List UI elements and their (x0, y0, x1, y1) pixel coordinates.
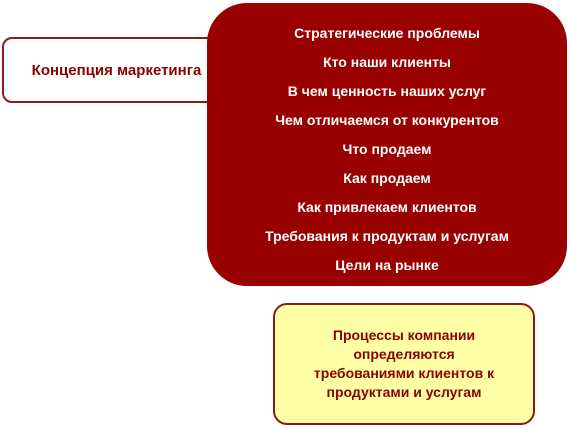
issue-product-requirements: Требования к продуктам и услугам (265, 228, 509, 244)
issue-service-value: В чем ценность наших услуг (287, 83, 487, 99)
issue-how-we-sell: Как продаем (343, 170, 431, 186)
issue-competitor-difference: Чем отличаемся от конкурентов (275, 112, 499, 128)
issue-strategic-problems: Стратегические проблемы (294, 25, 480, 41)
marketing-issues-box (207, 3, 567, 286)
marketing-concept-label: Концепция маркетинга (31, 61, 202, 79)
issue-who-are-clients: Кто наши клиенты (323, 54, 451, 70)
company-processes-box (273, 303, 535, 425)
issue-client-acquisition: Как привлекаем клиентов (297, 199, 477, 215)
marketing-concept-box (2, 37, 231, 103)
issue-what-we-sell: Что продаем (342, 141, 432, 157)
company-processes-text: Процессы компании определяются требованиями клиентов к продуктами и услугам (313, 327, 495, 400)
issue-market-goals: Цели на рынке (335, 257, 439, 273)
